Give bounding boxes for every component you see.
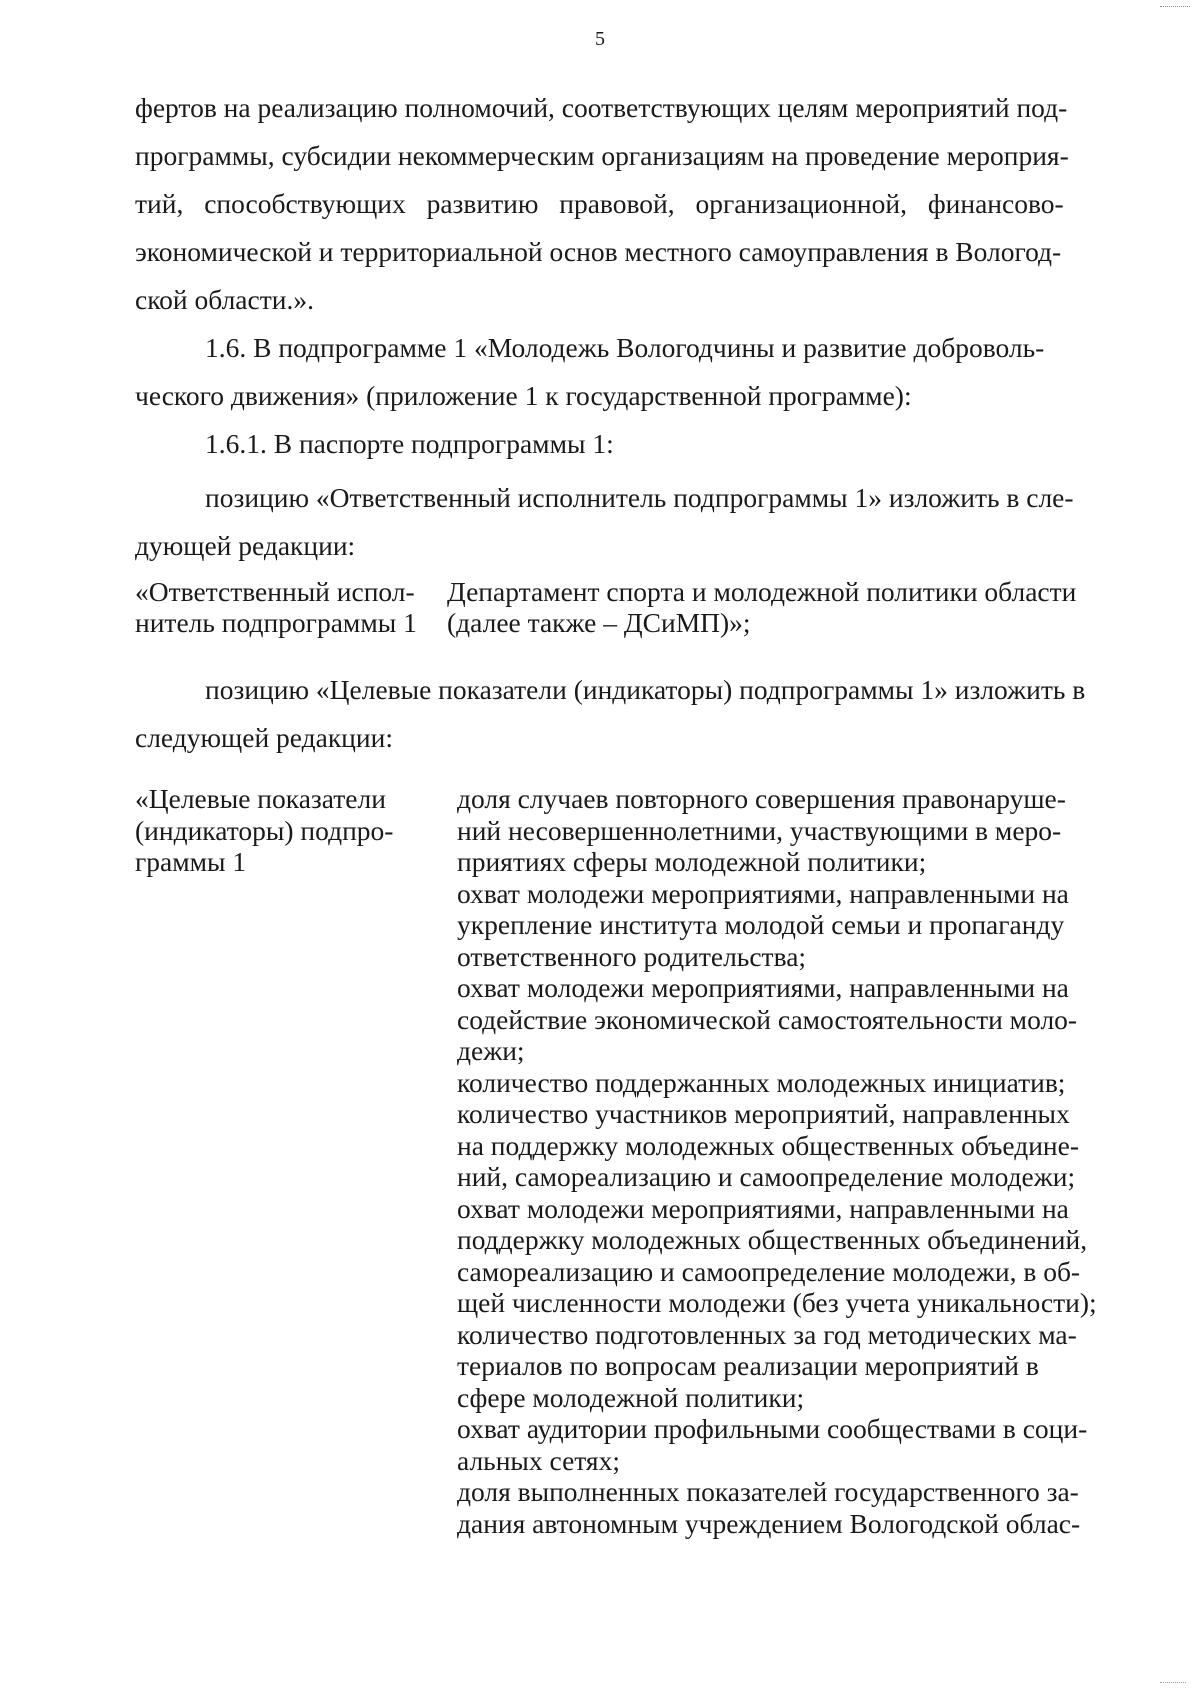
indicator-line: укрепление института молодой семьи и пропаганду	[457, 909, 1065, 940]
position-responsible-line: дующей редакции:	[135, 530, 356, 561]
page-number: 5	[595, 28, 605, 50]
intro-line: экономической и территориальной основ местного самоуправления в Вологод-	[135, 236, 1062, 267]
intro-line: фертов на реализацию полномочий, соответствующих целям мероприятий под-	[135, 92, 1068, 123]
responsible-value-cell	[447, 576, 1127, 638]
section-1-6-1-line: 1.6.1. В паспорте подпрограммы 1:	[205, 428, 614, 459]
responsible-label-cell	[135, 576, 435, 638]
indicator-line: альных сетях;	[457, 1444, 620, 1476]
indicator-line: охват молодежи мероприятиями, направленными на	[457, 877, 1069, 909]
indicator-line: охват молодежи мероприятиями, направленными на	[457, 972, 1069, 1003]
indicator-line: доля случаев повторного совершения правонаруше-	[457, 783, 1066, 814]
responsible-value-line: (далее также – ДСиМП)»;	[447, 607, 751, 638]
position-targets-line: следующей редакции:	[135, 722, 393, 753]
indicator-line: ответственного родительства;	[457, 940, 807, 972]
indicator-line: щей численности молодежи (без учета уникальности);	[457, 1287, 1097, 1318]
indicator-line: охват молодежи мероприятиями, направленными на	[457, 1192, 1069, 1224]
scan-mark-top	[1160, 0, 1190, 7]
intro-line: программы, субсидии некоммерческим организациям на проведение мероприя-	[135, 140, 1069, 171]
indicator-line: поддержку молодежных общественных объединений,	[457, 1224, 1088, 1255]
responsible-label-line: нитель подпрограммы 1	[135, 607, 417, 638]
intro-line: тий, способствующих развитию правовой, организационной, финансово-	[135, 188, 1064, 219]
targets-label-line: (индикаторы) подпро-	[135, 814, 394, 846]
indicator-line: количество подготовленных за год методических ма-	[457, 1318, 1077, 1350]
indicator-line: на поддержку молодежных общественных объедине-	[457, 1129, 1079, 1161]
indicator-line: доля выполненных показателей государственного за-	[457, 1476, 1079, 1507]
targets-label-line: «Целевые показатели	[135, 783, 386, 814]
scan-mark-bottom	[1160, 1682, 1186, 1689]
indicator-line: ний, самореализацию и самоопределение молодежи;	[457, 1161, 1076, 1192]
indicator-line: ний несовершеннолетними, участвующими в меро-	[457, 814, 1062, 846]
indicator-line: дежи;	[457, 1035, 525, 1066]
intro-paragraph	[135, 84, 1125, 324]
indicator-line: охват аудитории профильными сообществами в соци-	[457, 1413, 1088, 1444]
position-responsible-line: позицию «Ответственный исполнитель подпрограммы 1» изложить в сле-	[205, 482, 1074, 513]
section-1-6-paragraph	[135, 324, 1125, 420]
indicator-line: содействие экономической самостоятельности моло-	[457, 1003, 1078, 1035]
position-targets-line: позицию «Целевые показатели (индикаторы) подпрограммы 1» изложить в	[205, 674, 1086, 705]
position-responsible-paragraph	[135, 474, 1125, 570]
intro-line: ской области.».	[135, 284, 314, 315]
targets-label-cell	[135, 783, 425, 878]
targets-value-cell	[457, 783, 1117, 1539]
indicator-line: приятиях сферы молодежной политики;	[457, 846, 927, 877]
indicator-line: териалов по вопросам реализации мероприятий в	[457, 1350, 1039, 1381]
section-1-6-line: 1.6. В подпрограмме 1 «Молодежь Вологодчины и развитие доброволь-	[205, 332, 1045, 363]
indicator-line: дания автономным учреждением Вологодской облас-	[457, 1507, 1081, 1539]
indicator-line: самореализацию и самоопределение молодежи, в об-	[457, 1255, 1081, 1287]
section-1-6-1-paragraph	[135, 420, 1125, 468]
responsible-value-line: Департамент спорта и молодежной политики области	[447, 576, 1077, 607]
responsible-label-line: «Ответственный испол-	[135, 576, 415, 607]
targets-label-line: граммы 1	[135, 846, 247, 877]
indicator-line: количество участников мероприятий, направленных	[457, 1098, 1070, 1129]
indicator-line: сфере молодежной политики;	[457, 1381, 805, 1413]
position-targets-paragraph	[135, 666, 1125, 762]
indicator-line: количество поддержанных молодежных инициатив;	[457, 1066, 1066, 1098]
section-1-6-line: ческого движения» (приложение 1 к государственной программе):	[135, 380, 912, 411]
